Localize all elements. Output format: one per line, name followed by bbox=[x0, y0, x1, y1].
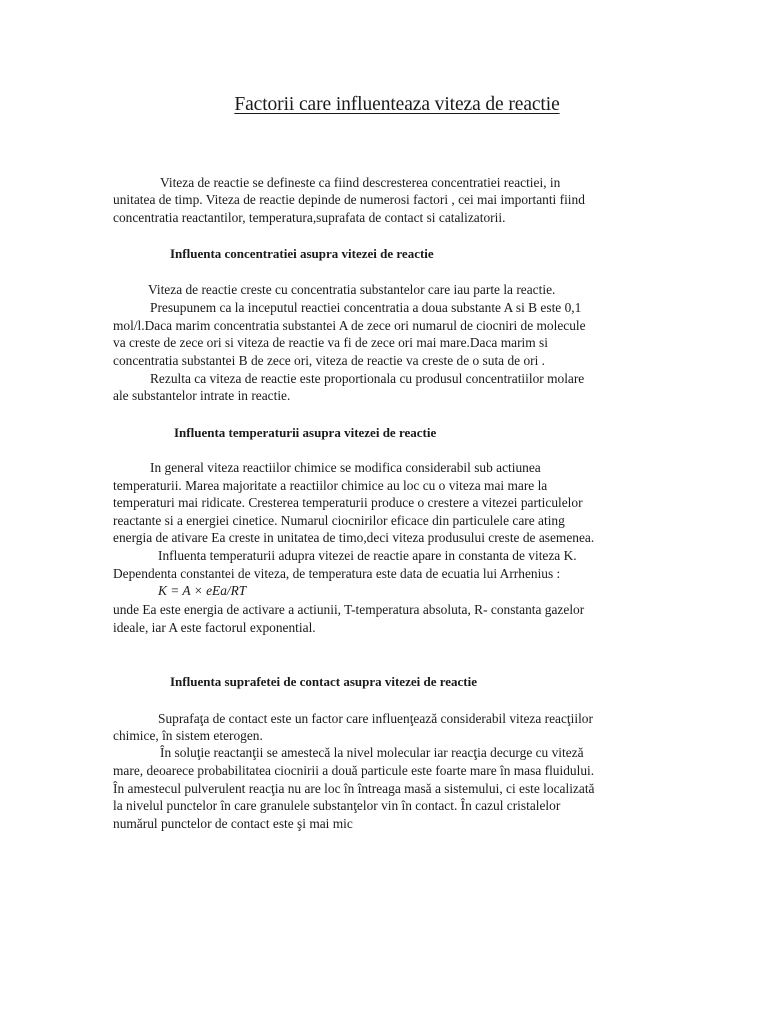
surface-line-7: numărul punctelor de contact este şi mai mic bbox=[113, 816, 353, 831]
surface-line-6: la nivelul punctelor în care granulele substanţelor vin în contact. În cazul cristalelor bbox=[113, 798, 561, 813]
concentration-line-2: Presupunem ca la inceputul reactiei concentratia a doua substante A si B este 0,1 bbox=[150, 300, 582, 315]
temperature-line-6: Influenta temperaturii adupra vitezei de reactie apare in constanta de viteza K. bbox=[158, 548, 577, 563]
section-heading-temperature: Influenta temperaturii asupra vitezei de reactie bbox=[174, 425, 437, 440]
concentration-line-1: Viteza de reactie creste cu concentratia substantelor care iau parte la reactie. bbox=[148, 282, 556, 297]
arrhenius-formula: K = A × eEa/RT bbox=[158, 583, 247, 598]
concentration-line-4: va creste de zece ori si viteza de reactie va fi de zece ori mai mare.Daca marim si bbox=[113, 335, 548, 350]
temperature-line-10: ideale, iar A este factorul exponential. bbox=[113, 620, 316, 635]
concentration-line-3: mol/l.Daca marim concentratia substantei A de zece ori numarul de ciocniri de molecule bbox=[113, 318, 586, 333]
temperature-line-7: Dependenta constantei de viteza, de temperatura este data de ecuatia lui Arrhenius : bbox=[113, 566, 561, 581]
temperature-line-5: energia de ativare Ea creste in unitatea de timo,deci viteza produsului creste de asemenea. bbox=[113, 530, 595, 545]
surface-line-4: mare, deoarece probabilitatea ciocnirii a două particule este foarte mare în masa fluidului. bbox=[113, 763, 595, 778]
section-heading-surface: Influenta suprafetei de contact asupra vitezei de reactie bbox=[170, 674, 478, 689]
temperature-line-9: unde Ea este energia de activare a actiunii, T-temperatura absoluta, R- constanta gazelor bbox=[113, 602, 585, 617]
temperature-line-2: temperaturii. Marea majoritate a reactiilor chimice au loc cu o viteza mai mare la bbox=[113, 478, 548, 493]
surface-line-2: chimice, în sistem eterogen. bbox=[113, 728, 263, 743]
surface-line-3: În soluţie reactanţii se amestecă la nivel molecular iar reacţia decurge cu viteză bbox=[160, 745, 584, 760]
intro-line-3: concentratia reactantilor, temperatura,suprafata de contact si catalizatorii. bbox=[113, 210, 506, 225]
surface-line-1: Suprafaţa de contact este un factor care influenţează considerabil viteza reacţiilor bbox=[158, 711, 593, 726]
concentration-line-7: ale substantelor intrate in reactie. bbox=[113, 388, 291, 403]
document-title: Factorii care influenteaza viteza de reactie bbox=[234, 94, 560, 115]
concentration-line-6: Rezulta ca viteza de reactie este proportionala cu produsul concentratiilor molare bbox=[150, 371, 585, 386]
temperature-line-4: reactante si a energiei cinetice. Numarul ciocnirilor eficace din particulele care ating bbox=[113, 513, 565, 528]
surface-line-5: În amestecul pulverulent reacţia nu are loc în întreaga masă a sistemului, ci este localizată bbox=[113, 781, 595, 796]
intro-line-2: unitatea de timp. Viteza de reactie depinde de numerosi factori , cei mai importanti fiind bbox=[113, 192, 585, 207]
temperature-line-3: temperaturi mai ridicate. Cresterea temperaturii produce o crestere a vitezei particulelor bbox=[113, 495, 583, 510]
intro-line-1: Viteza de reactie se defineste ca fiind descresterea concentratiei reactiei, in bbox=[160, 175, 561, 190]
section-heading-concentration: Influenta concentratiei asupra vitezei de reactie bbox=[170, 246, 434, 261]
concentration-line-5: concentratia substantei B de zece ori, viteza de reactie va creste de o suta de ori . bbox=[113, 353, 546, 368]
temperature-line-1: In general viteza reactiilor chimice se modifica considerabil sub actiunea bbox=[150, 460, 541, 475]
